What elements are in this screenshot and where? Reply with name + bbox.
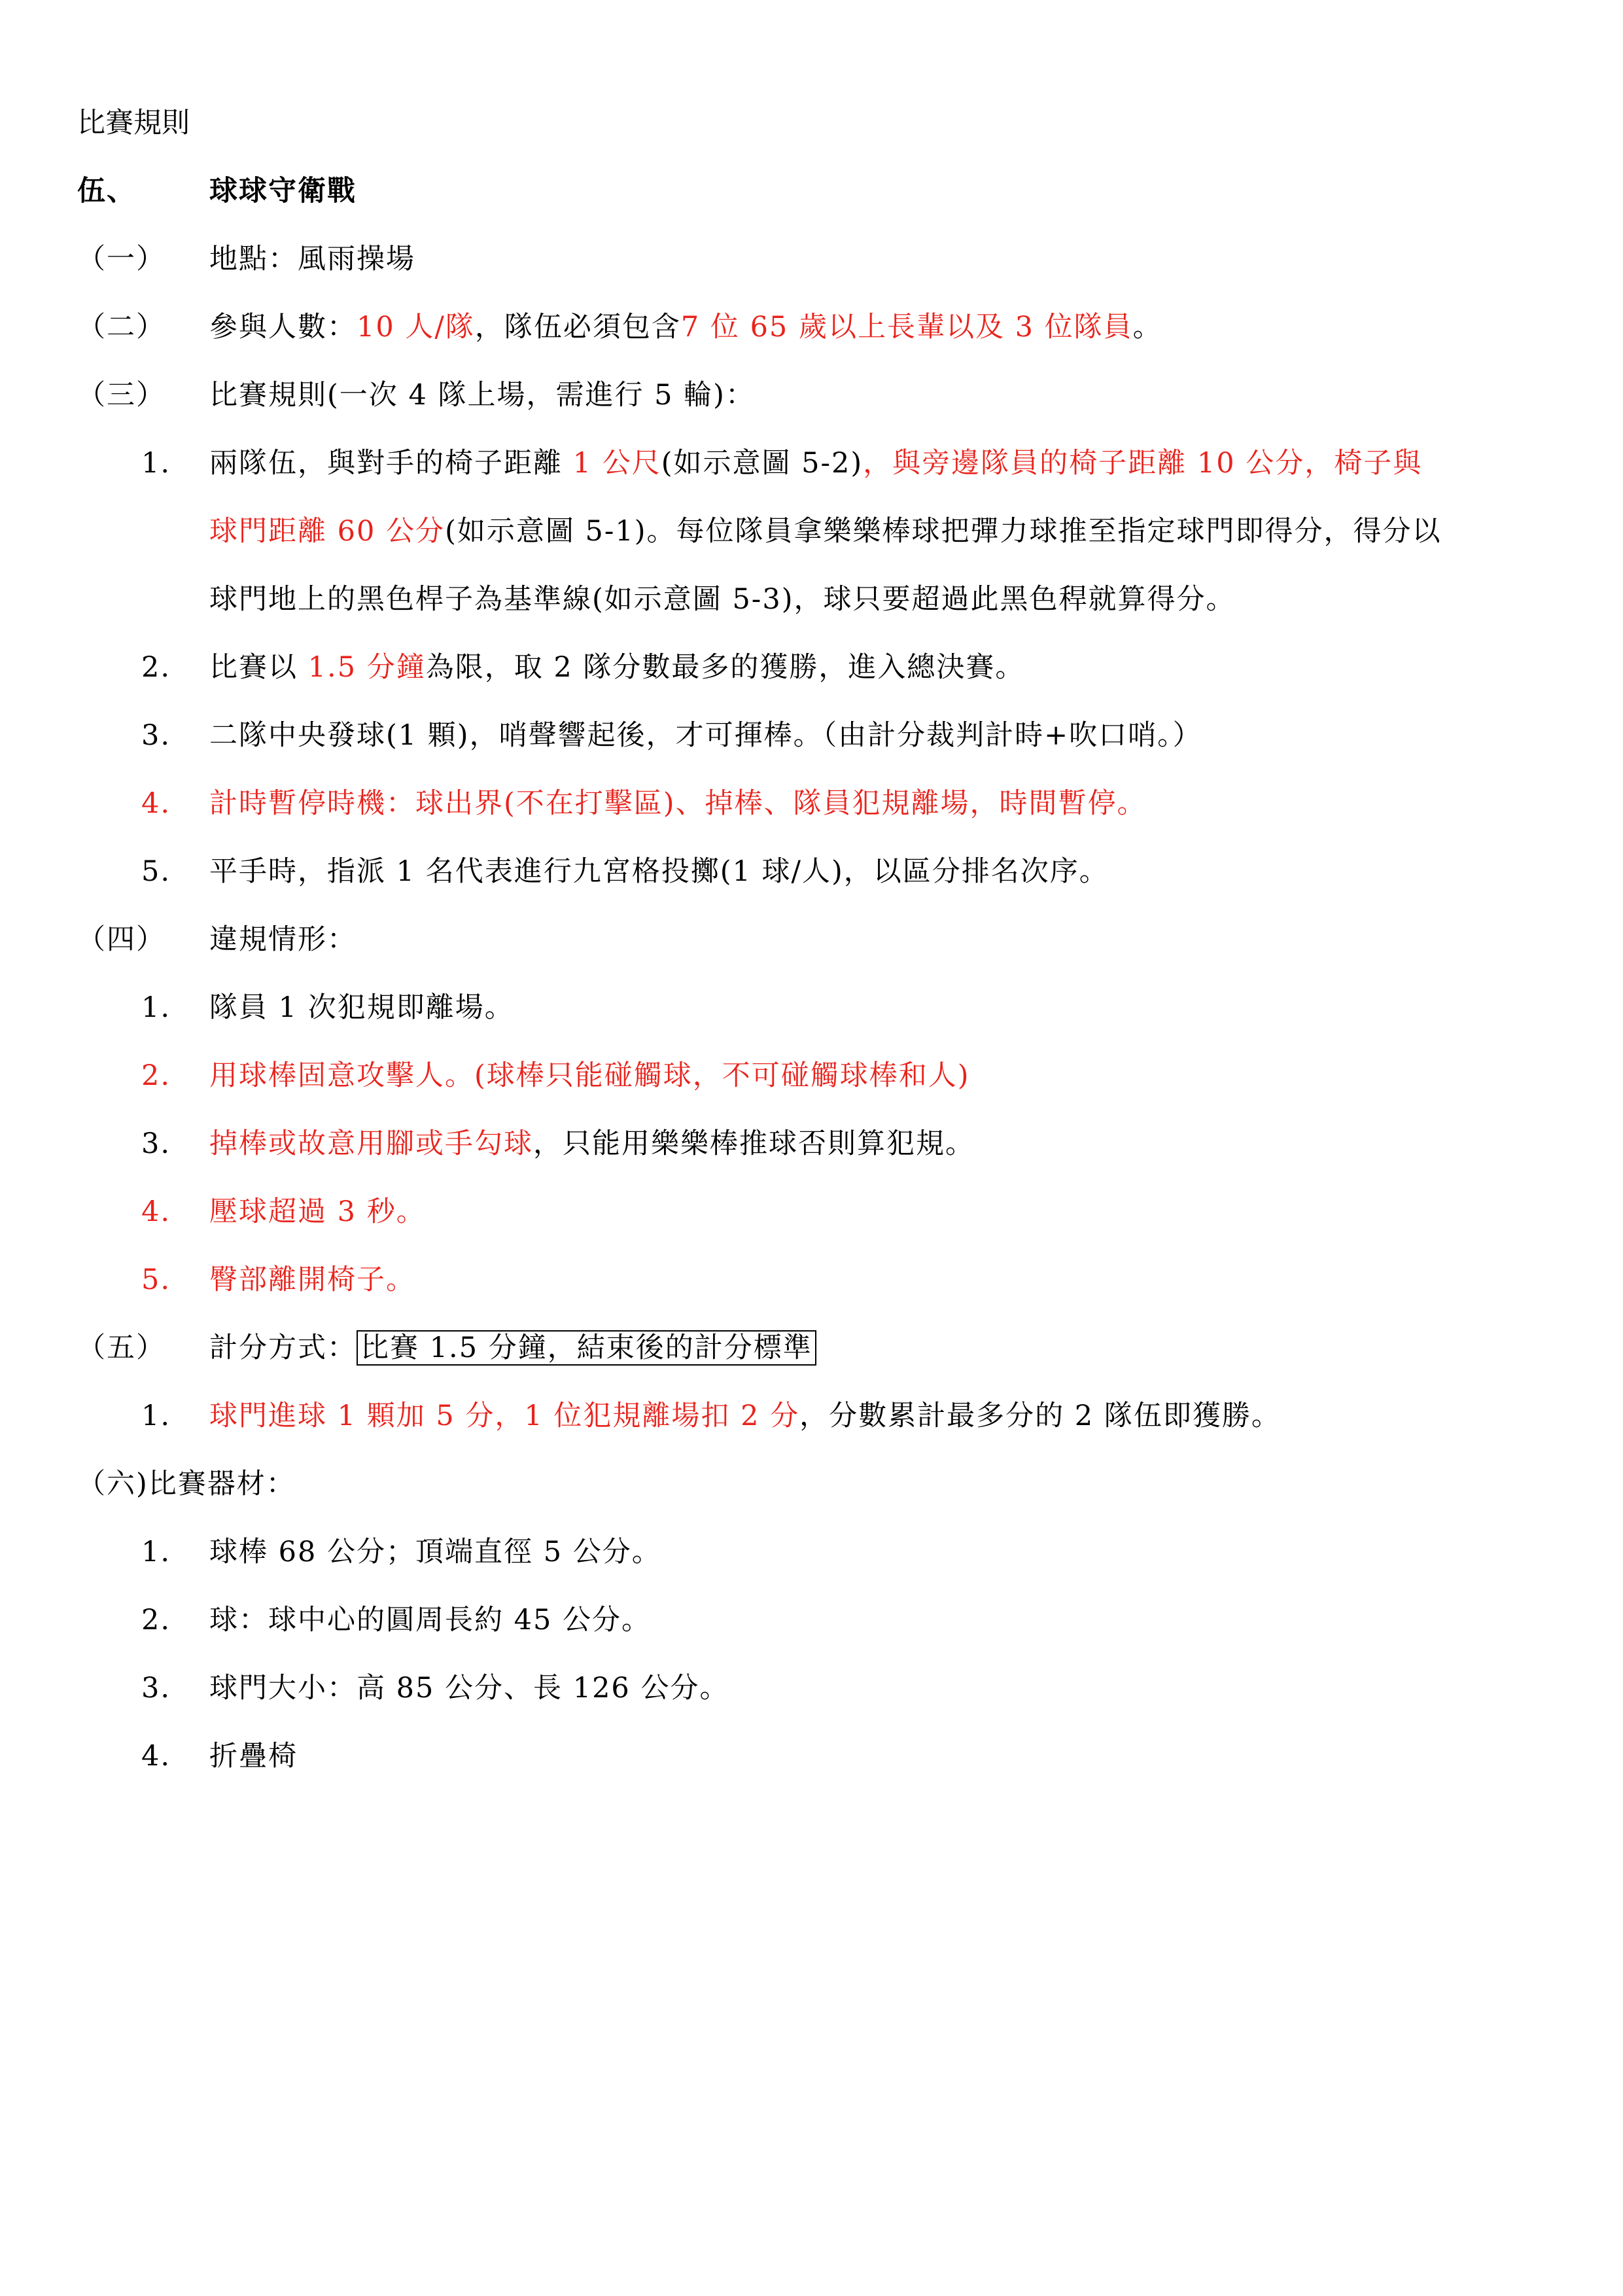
violation-1-text: 隊員 1 次犯規即離場。 <box>209 991 514 1024</box>
scoring-1-text <box>209 1396 1281 1436</box>
equipment-2-text: 球：球中心的圓周長約 45 公分。 <box>209 1604 652 1636</box>
rule-1-line-2 <box>209 512 1442 551</box>
participants-prefix: 參與人數： <box>209 311 357 344</box>
violation-3-text-b: ，只能用樂樂棒推球否則算犯規。 <box>533 1127 975 1160</box>
violation-3-text-a: 掉棒或故意用腳或手勾球 <box>209 1127 533 1160</box>
equipment-3-text: 球門大小：高 85 公分、長 126 公分。 <box>209 1672 729 1704</box>
section-title: 球球守衛戰 <box>209 175 357 207</box>
doc-title: 比賽規則 <box>77 107 190 139</box>
equipment-4-text: 折疊椅 <box>209 1740 298 1773</box>
equipment-3-number: 3. <box>141 1672 171 1704</box>
scoring-heading-text: 計分方式： <box>209 1332 357 1364</box>
scoring-1-number: 1. <box>141 1400 171 1432</box>
participants-text <box>209 308 1162 347</box>
equipment-1-number: 1. <box>141 1536 171 1568</box>
violation-4-number: 4. <box>141 1195 171 1228</box>
scoring-boxed-note: 比賽 1.5 分鐘，結束後的計分標準 <box>357 1330 816 1366</box>
equipment-2-number: 2. <box>141 1604 171 1636</box>
participants-end: 。 <box>1132 311 1162 344</box>
violation-2-text: 用球棒固意攻擊人。(球棒只能碰觸球，不可碰觸球棒和人) <box>209 1059 970 1092</box>
scoring-1-text-a: 球門進球 1 顆加 5 分，1 位犯規離場扣 2 分 <box>209 1400 800 1432</box>
violation-4-text: 壓球超過 3 秒。 <box>209 1195 426 1228</box>
participants-mid: ，隊伍必須包含 <box>474 311 681 344</box>
rule-1-text-e: 球門距離 60 公分 <box>209 515 445 548</box>
rule-1-text-a: 兩隊伍，與對手的椅子距離 <box>209 447 573 480</box>
violation-1-number: 1. <box>141 991 171 1024</box>
violation-3-number: 3. <box>141 1127 171 1160</box>
violation-5-text: 臀部離開椅子。 <box>209 1263 415 1296</box>
rule-1-text-d: ，與旁邊隊員的椅子距離 10 公分，椅子與 <box>863 447 1423 480</box>
rule-1-text-f: (如示意圖 5-1) <box>445 515 647 548</box>
violation-3-text <box>209 1124 975 1163</box>
scoring-label: （五） <box>77 1332 166 1364</box>
scoring-heading <box>209 1328 816 1368</box>
rule-5-text: 平手時，指派 1 名代表進行九宮格投擲(1 球/人)，以區分排名次序。 <box>209 855 1109 888</box>
equipment-4-number: 4. <box>141 1740 171 1773</box>
violation-2-number: 2. <box>141 1059 171 1092</box>
participants-team-size: 10 人/隊 <box>357 311 475 344</box>
rules-label: （三） <box>77 379 166 412</box>
rule-1-text-g: 。每位隊員拿樂樂棒球把彈力球推至指定球門即得分，得分以 <box>646 515 1442 548</box>
rule-5-number: 5. <box>141 855 171 888</box>
equipment-1-text: 球棒 68 公分；頂端直徑 5 公分。 <box>209 1536 661 1568</box>
rule-2-text-c: 為限，取 2 隊分數最多的獲勝，進入總決賽。 <box>425 651 1025 684</box>
rule-1-number: 1. <box>141 447 171 480</box>
rules-heading: 比賽規則(一次 4 隊上場，需進行 5 輪)： <box>209 379 755 412</box>
equipment-heading: （六)比賽器材： <box>77 1468 296 1500</box>
rule-1-text-b: 1 公尺 <box>572 447 661 480</box>
rule-3-number: 3. <box>141 719 171 752</box>
rule-4-text: 計時暫停時機：球出界(不在打擊區)、掉棒、隊員犯規離場，時間暫停。 <box>209 787 1147 820</box>
rule-4-number: 4. <box>141 787 171 820</box>
scoring-1-text-b: ，分數累計最多分的 2 隊伍即獲勝。 <box>799 1400 1281 1432</box>
rule-2-text-a: 比賽以 <box>209 651 308 684</box>
violations-heading: 違規情形： <box>209 923 357 956</box>
section-label: 伍、 <box>77 175 136 207</box>
rule-3-text: 二隊中央發球(1 顆)，哨聲響起後，才可揮棒。（由計分裁判計時+吹口哨。） <box>209 719 1202 752</box>
rule-1-line-3: 球門地上的黑色桿子為基準線(如示意圖 5-3)，球只要超過此黑色稈就算得分。 <box>209 583 1236 616</box>
rule-2-text <box>209 648 1024 687</box>
participants-composition: 7 位 65 歲以上長輩以及 3 位隊員 <box>680 311 1133 344</box>
rule-2-text-b: 1.5 分鐘 <box>307 651 426 684</box>
rule-1-line-1 <box>209 444 1422 483</box>
venue-text: 地點：風雨操場 <box>209 243 415 275</box>
rule-2-number: 2. <box>141 651 171 684</box>
violations-label: （四） <box>77 923 166 956</box>
participants-label: （二） <box>77 311 166 344</box>
rule-1-text-c: (如示意圖 5-2) <box>661 447 864 480</box>
venue-label: （一） <box>77 243 166 275</box>
violation-5-number: 5. <box>141 1263 171 1296</box>
